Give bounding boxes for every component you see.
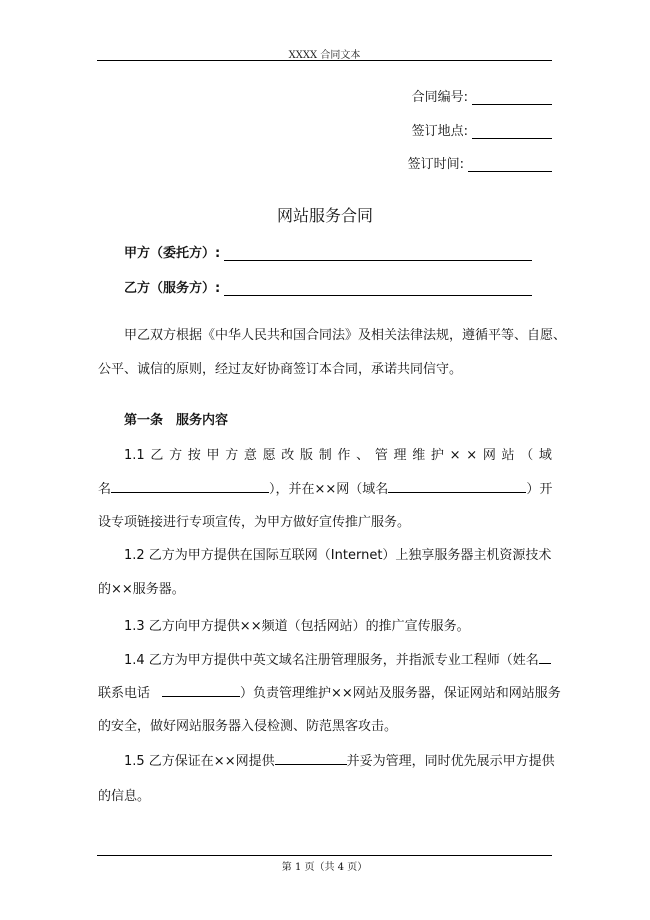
clause-char: 域 bbox=[538, 448, 552, 463]
clause-1-3: 1.3 乙方向甲方提供××频道（包括网站）的推广宣传服务。 bbox=[124, 619, 470, 634]
clause-char: 愿 bbox=[262, 448, 276, 463]
page-footer: 第 1 页（共 4 页） bbox=[281, 862, 368, 873]
clause-char: 作 bbox=[337, 448, 351, 463]
party-b-field bbox=[124, 277, 532, 296]
party-b-label: 乙方（服务方）: bbox=[124, 281, 221, 296]
clause-text: ）开 bbox=[526, 482, 553, 497]
clause-text: 并妥为管理，同时优先展示甲方提供 bbox=[346, 754, 555, 769]
clause-1-5-line-2: 的信息。 bbox=[98, 789, 151, 804]
clause-char: 甲 bbox=[206, 448, 220, 463]
clause-char: 站 bbox=[501, 448, 515, 463]
clause-1-4-line-2 bbox=[98, 684, 561, 704]
sign-place-label: 签订地点: bbox=[411, 124, 468, 139]
clause-1-4-line-3: 的安全，做好网站服务器入侵检测、防范黑客攻击。 bbox=[98, 719, 398, 734]
party-a-label: 甲方（委托方）: bbox=[124, 246, 221, 261]
domain-blank-2 bbox=[388, 480, 526, 493]
clause-text: 联系电话 bbox=[98, 686, 151, 701]
domain-blank-1 bbox=[111, 480, 269, 493]
clause-1-2-line-2: 的××服务器。 bbox=[98, 582, 185, 597]
header-divider bbox=[97, 60, 552, 61]
clause-char: 网 bbox=[482, 448, 496, 463]
party-b-blank bbox=[224, 283, 532, 296]
clause-char: 管 bbox=[374, 448, 388, 463]
clause-text: 1.5 乙方保证在××网提供 bbox=[124, 754, 275, 769]
clause-text: 名 bbox=[98, 482, 112, 497]
sign-time-label: 签订时间: bbox=[407, 157, 464, 172]
clause-1-1-number: 1.1 bbox=[124, 448, 145, 463]
engineer-name-blank bbox=[539, 651, 551, 664]
clause-char: 维 bbox=[412, 448, 426, 463]
service-blank bbox=[275, 752, 347, 765]
clause-char: （ bbox=[520, 448, 534, 463]
clause-1-5-line-1 bbox=[98, 752, 578, 772]
clause-1-4-line-1 bbox=[98, 651, 578, 671]
article-1-heading: 第一条 服务内容 bbox=[124, 413, 229, 428]
clause-1-1-line-3: 设专项链接进行专项宣传，为甲方做好宣传推广服务。 bbox=[98, 515, 411, 530]
intro-line-2: 公平、诚信的原则，经过友好协商签订本合同，承诺共同信守。 bbox=[98, 362, 463, 377]
clause-1-1-line-2 bbox=[98, 480, 552, 500]
sign-place-field bbox=[412, 120, 552, 139]
clause-char: 意 bbox=[243, 448, 257, 463]
clause-char: × bbox=[466, 448, 478, 463]
clause-char: 制 bbox=[318, 448, 332, 463]
clause-char: 方 bbox=[225, 448, 239, 463]
party-a-blank bbox=[224, 248, 532, 261]
clause-1-2-line-1: 1.2 乙方为甲方提供在国际互联网（Internet）上独享服务器主机资源技术 bbox=[124, 548, 552, 563]
clause-text: 1.4 乙方为甲方提供中英文域名注册管理服务，并指派专业工程师（姓名 bbox=[124, 653, 539, 668]
sign-time-field bbox=[408, 153, 552, 172]
sign-place-blank bbox=[472, 126, 552, 139]
clause-char: 乙 bbox=[150, 448, 164, 463]
clause-text: ），并在××网（域名 bbox=[269, 482, 389, 497]
clause-char: 方 bbox=[169, 448, 183, 463]
clause-char: × bbox=[449, 448, 461, 463]
contract-number-blank bbox=[472, 92, 552, 105]
party-a-field bbox=[124, 242, 532, 261]
clause-char: 版 bbox=[300, 448, 314, 463]
intro-line-1: 甲乙双方根据《中华人民共和国合同法》及相关法律法规，遵循平等、自愿、 bbox=[124, 328, 567, 343]
clause-char: 按 bbox=[187, 448, 201, 463]
contract-number-label: 合同编号: bbox=[411, 90, 468, 105]
clause-char: 、 bbox=[356, 448, 370, 463]
page-header: XXXX 合同文本 bbox=[288, 50, 361, 61]
contract-number-field bbox=[412, 86, 552, 105]
document-title: 网站服务合同 bbox=[276, 206, 373, 225]
phone-blank bbox=[162, 684, 240, 697]
clause-char: 护 bbox=[430, 448, 444, 463]
footer-divider bbox=[97, 855, 552, 856]
clause-text: ）负责管理维护××网站及服务器，保证网站和网站服务 bbox=[240, 686, 561, 701]
clause-1-1-line-1 bbox=[98, 446, 552, 466]
sign-time-blank bbox=[468, 159, 552, 172]
clause-char: 理 bbox=[393, 448, 407, 463]
clause-char: 改 bbox=[281, 448, 295, 463]
